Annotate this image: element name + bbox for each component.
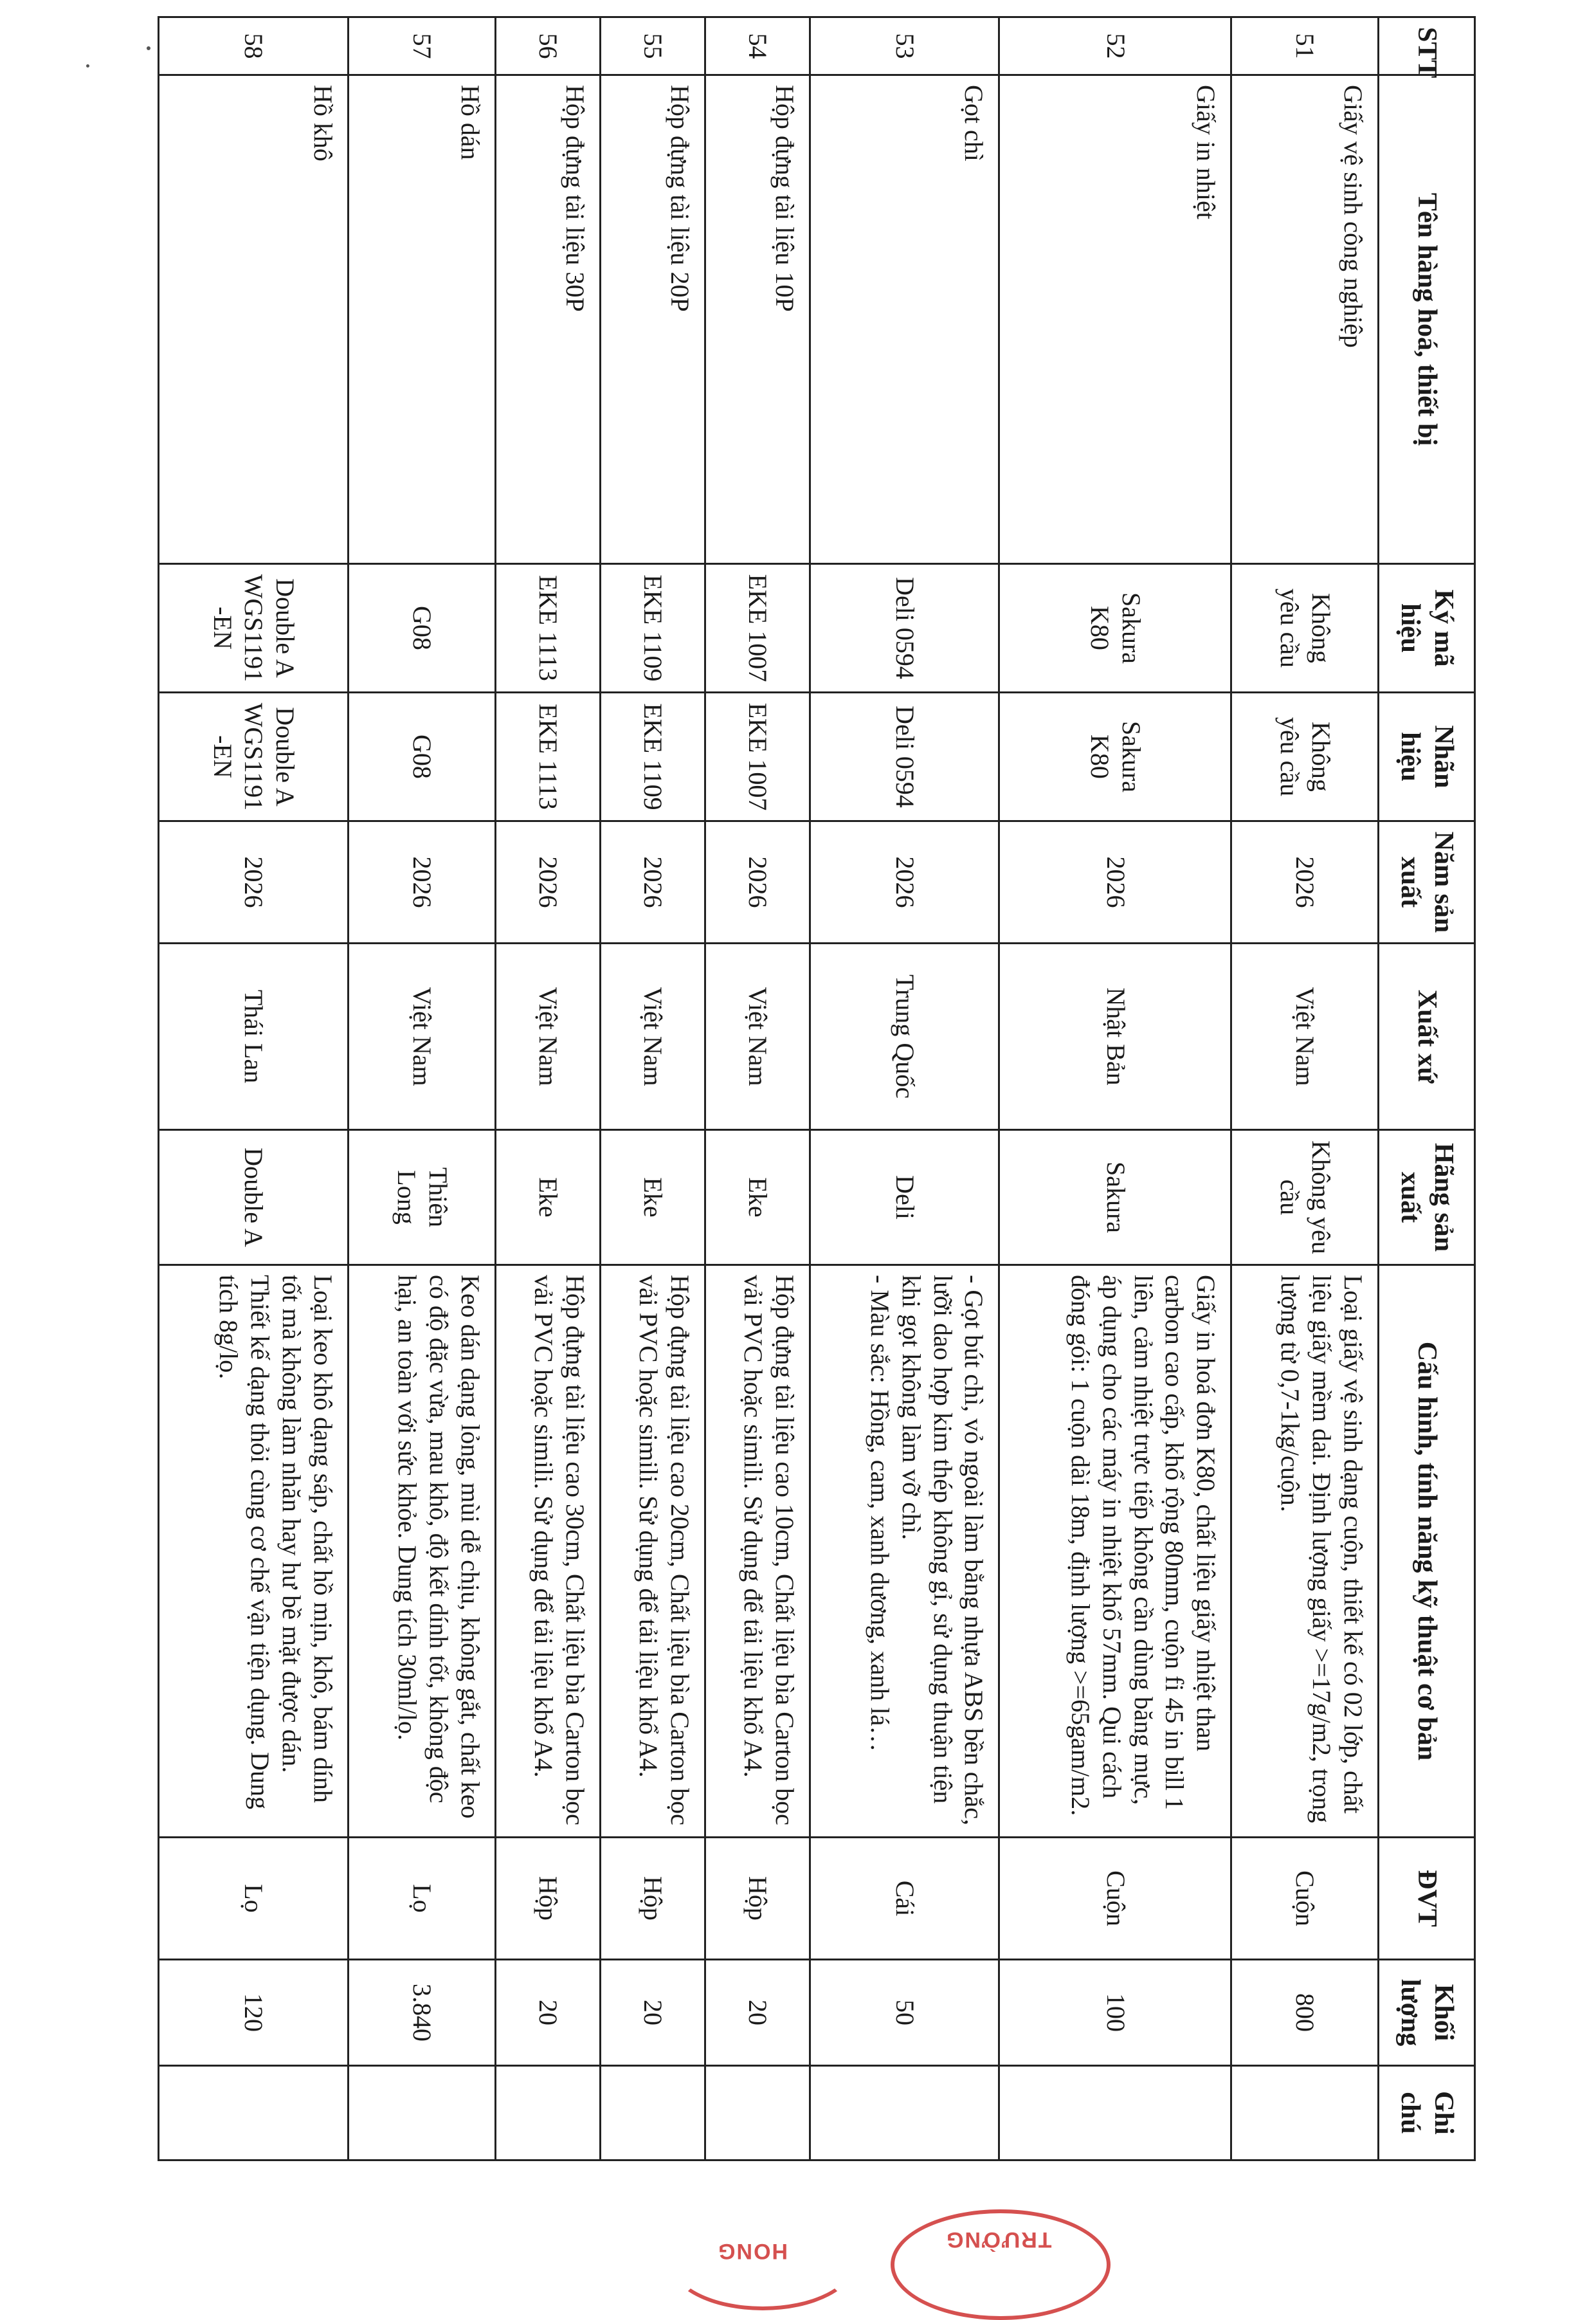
cell-name: Hồ dán: [348, 75, 495, 564]
cell-stt: 53: [810, 17, 999, 75]
cell-model: Deli 0594: [810, 564, 999, 693]
cell-year: 2026: [810, 821, 999, 944]
header-spec: Cấu hình, tính năng kỹ thuật cơ bản: [1379, 1265, 1475, 1838]
cell-unit: Cái: [810, 1838, 999, 1960]
cell-year: 2026: [705, 821, 810, 944]
cell-spec: - Gọt bút chì, vỏ ngoài làm bằng nhựa ABS bền chắc, lưỡi dao hợp kim thép không gỉ, sử dụng thuận tiện khi gọt không làm vỡ chì. - Màu sắc: Hồng, cam, xanh dương, xanh lá…: [810, 1265, 999, 1838]
cell-stt: 57: [348, 17, 495, 75]
cell-qty: 20: [705, 1960, 810, 2066]
cell-spec: Hộp đựng tài liệu cao 30cm, Chất liệu bìa Carton bọc vải PVC hoặc simili. Sử dụng để tải liệu khổ A4.: [495, 1265, 600, 1838]
cell-qty: 20: [600, 1960, 705, 2066]
cell-spec: Giấy in hoá đơn K80, chất liệu giấy nhiệt than carbon cao cấp, khổ rộng 80mm, cuộn fi 45 in bill 1 liên, cảm nhiệt trực tiếp không cần dùng băng mực, áp dụng cho các máy in nhiệt khổ 57mm. Qui cách đóng gói: 1 cuộn dài 18m, định lượng >=65gam/m2.: [999, 1265, 1231, 1838]
cell-note: [159, 2066, 349, 2160]
cell-qty: 100: [999, 1960, 1231, 2066]
cell-name: Gọt chì: [810, 75, 999, 564]
cell-name: Hộp đựng tài liệu 10P: [705, 75, 810, 564]
cell-stt: 58: [159, 17, 349, 75]
cell-unit: Cuộn: [999, 1838, 1231, 1960]
cell-qty: 20: [495, 1960, 600, 2066]
cell-qty: 3.840: [348, 1960, 495, 2066]
cell-note: [810, 2066, 999, 2160]
table-row: [999, 17, 1231, 2160]
header-qty: Khối lượng: [1379, 1960, 1475, 2066]
cell-maker: Eke: [705, 1130, 810, 1265]
cell-model: Double A WGS1191 -EN: [159, 564, 349, 693]
cell-spec: Hộp đựng tài liệu cao 10cm, Chất liệu bìa Carton bọc vải PVC hoặc simili. Sử dụng để tải liệu khổ A4.: [705, 1265, 810, 1838]
table-header-row: [1379, 17, 1475, 2160]
header-origin: Xuất xứ: [1379, 944, 1475, 1130]
cell-model: EKE 1007: [705, 564, 810, 693]
cell-origin: Việt Nam: [495, 944, 600, 1130]
table-row: [600, 17, 705, 2160]
cell-model: EKE 1109: [600, 564, 705, 693]
cell-note: [495, 2066, 600, 2160]
cell-qty: 120: [159, 1960, 349, 2066]
header-maker: Hãng sản xuất: [1379, 1130, 1475, 1265]
table-row: [1231, 17, 1379, 2160]
cell-origin: Việt Nam: [348, 944, 495, 1130]
table-row: [159, 17, 349, 2160]
cell-year: 2026: [1231, 821, 1379, 944]
header-name: Tên hàng hoá, thiết bị: [1379, 75, 1475, 564]
header-brand: Nhãn hiệu: [1379, 693, 1475, 821]
header-model: Ký mã hiệu: [1379, 564, 1475, 693]
cell-brand: Double A WGS1191 -EN: [159, 693, 349, 821]
cell-note: [705, 2066, 810, 2160]
cell-spec: Loại keo khô dạng sáp, chất hồ mịn, khô, bám dính tốt mà không làm nhăn hay hư bề mặt được dán. Thiết kế dạng thỏi cùng cơ chế vận tiện dụng. Dung tích 8g/lọ.: [159, 1265, 349, 1838]
cell-origin: Việt Nam: [705, 944, 810, 1130]
cell-maker: Eke: [600, 1130, 705, 1265]
cell-brand: EKE 1007: [705, 693, 810, 821]
cell-spec: Loại giấy vệ sinh dạng cuộn, thiết kế có 02 lớp, chất liệu giấy mềm dai. Định lượng giấy >=17g/m2, trọng lượng từ 0,7-1kg/cuộn.: [1231, 1265, 1379, 1838]
cell-origin: Trung Quốc: [810, 944, 999, 1130]
stamp-right: [891, 2209, 1111, 2320]
cell-maker: Double A: [159, 1130, 349, 1265]
cell-origin: Nhật Bản: [999, 944, 1231, 1130]
cell-year: 2026: [348, 821, 495, 944]
cell-stt: 51: [1231, 17, 1379, 75]
rotated-table-container: [158, 16, 1476, 2159]
cell-model: G08: [348, 564, 495, 693]
scan-speck: [147, 46, 150, 50]
cell-origin: Việt Nam: [1231, 944, 1379, 1130]
cell-maker: Deli: [810, 1130, 999, 1265]
cell-year: 2026: [159, 821, 349, 944]
cell-qty: 50: [810, 1960, 999, 2066]
cell-note: [999, 2066, 1231, 2160]
cell-brand: EKE 1109: [600, 693, 705, 821]
cell-year: 2026: [999, 821, 1231, 944]
cell-brand: Không yêu cầu: [1231, 693, 1379, 821]
cell-year: 2026: [495, 821, 600, 944]
header-note: Ghi chú: [1379, 2066, 1475, 2160]
cell-brand: EKE 1113: [495, 693, 600, 821]
cell-name: Hộp đựng tài liệu 20P: [600, 75, 705, 564]
cell-brand: Sakura K80: [999, 693, 1231, 821]
stamp-right-text: TRƯỜNG: [945, 2227, 1052, 2252]
cell-name: Hồ khô: [159, 75, 349, 564]
cell-stt: 52: [999, 17, 1231, 75]
cell-model: EKE 1113: [495, 564, 600, 693]
table-row: [348, 17, 495, 2160]
cell-name: Giấy vệ sinh công nghiệp: [1231, 75, 1379, 564]
cell-maker: Thiên Long: [348, 1130, 495, 1265]
cell-brand: G08: [348, 693, 495, 821]
cell-spec: Keo dán dạng lỏng, mùi dễ chịu, không gắt, chất keo có độ đặc vừa, mau khô, độ kết dính tốt, không độc hại, an toàn với sức khỏe. Dung tích 30ml/lọ.: [348, 1265, 495, 1838]
scan-speck: [86, 64, 89, 68]
cell-stt: 55: [600, 17, 705, 75]
cell-origin: Việt Nam: [600, 944, 705, 1130]
cell-unit: Lọ: [159, 1838, 349, 1960]
header-unit: ĐVT: [1379, 1838, 1475, 1960]
cell-unit: Hộp: [495, 1838, 600, 1960]
table-row: [810, 17, 999, 2160]
header-year: Năm sản xuất: [1379, 821, 1475, 944]
goods-table: [158, 16, 1476, 2161]
stamp-left-text: HONG: [717, 2239, 788, 2263]
cell-origin: Thái Lan: [159, 944, 349, 1130]
cell-maker: Eke: [495, 1130, 600, 1265]
cell-note: [348, 2066, 495, 2160]
cell-model: Không yêu cầu: [1231, 564, 1379, 693]
cell-note: [600, 2066, 705, 2160]
cell-qty: 800: [1231, 1960, 1379, 2066]
cell-unit: Hộp: [600, 1838, 705, 1960]
cell-name: Giấy in nhiệt: [999, 75, 1231, 564]
cell-unit: Hộp: [705, 1838, 810, 1960]
cell-stt: 54: [705, 17, 810, 75]
cell-name: Hộp đựng tài liệu 30P: [495, 75, 600, 564]
cell-maker: Sakura: [999, 1130, 1231, 1265]
cell-year: 2026: [600, 821, 705, 944]
cell-brand: Deli 0594: [810, 693, 999, 821]
cell-unit: Lọ: [348, 1838, 495, 1960]
cell-model: Sakura K80: [999, 564, 1231, 693]
cell-spec: Hộp đựng tài liệu cao 20cm, Chất liệu bìa Carton bọc vải PVC hoặc simili. Sử dụng để tải liệu khổ A4.: [600, 1265, 705, 1838]
cell-maker: Không yêu cầu: [1231, 1130, 1379, 1265]
table-row: [705, 17, 810, 2160]
cell-unit: Cuộn: [1231, 1838, 1379, 1960]
cell-note: [1231, 2066, 1379, 2160]
header-stt: STT: [1379, 17, 1475, 75]
cell-stt: 56: [495, 17, 600, 75]
table-row: [495, 17, 600, 2160]
